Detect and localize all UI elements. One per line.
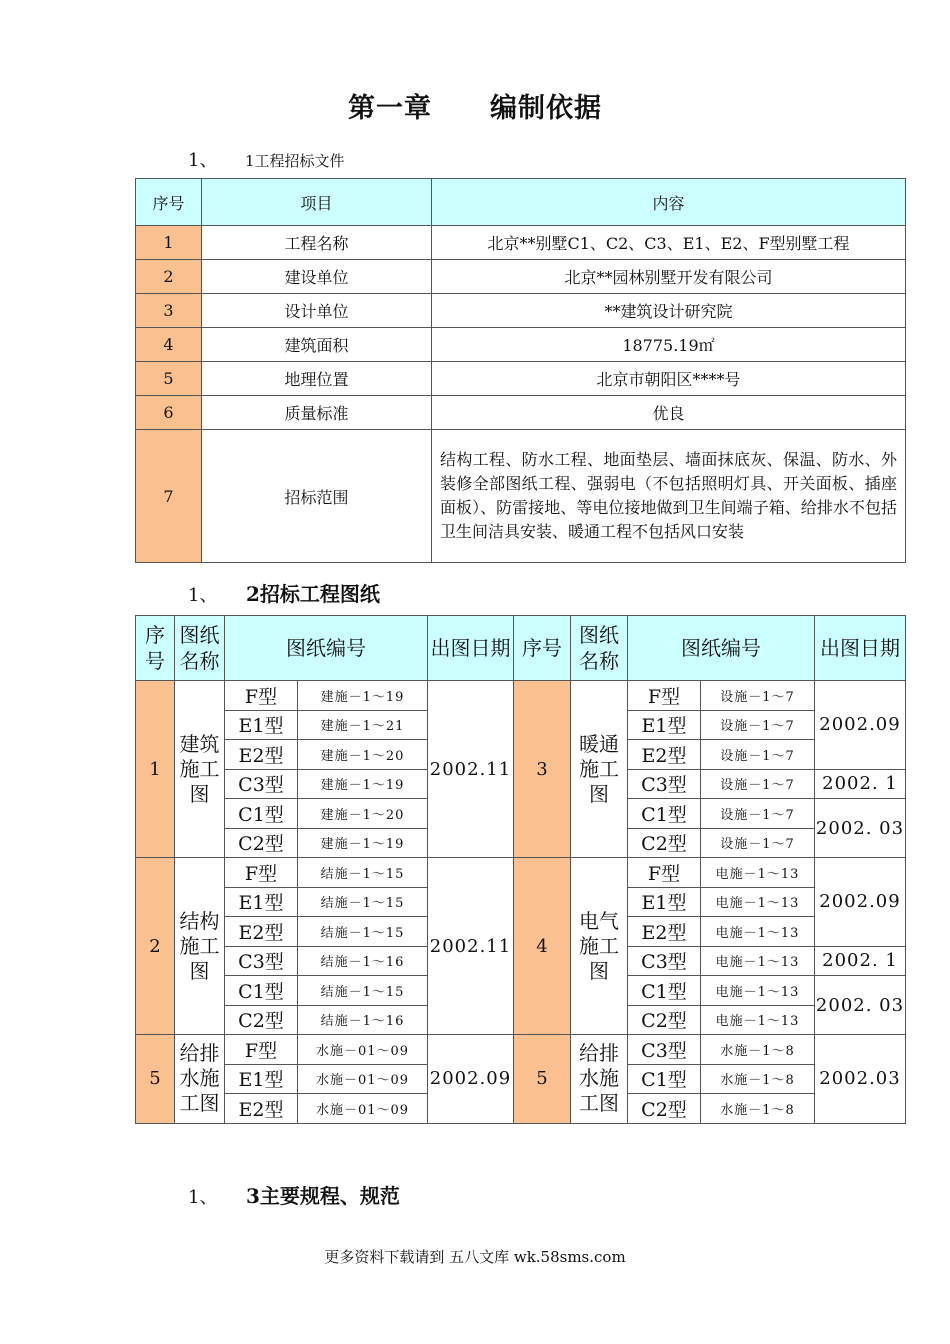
issue-date: 2002.09	[815, 858, 906, 947]
table-row	[136, 328, 906, 362]
section-heading-1	[188, 146, 345, 172]
drawing-type: E1型	[628, 887, 701, 917]
drawing-type: E2型	[628, 917, 701, 947]
drawing-type: C2型	[225, 1005, 298, 1035]
drawing-name: 暖通施工图	[571, 681, 628, 858]
row-content: **建筑设计研究院	[432, 294, 906, 328]
header-name: 图纸名称	[175, 616, 225, 681]
drawing-type: C2型	[628, 1094, 701, 1124]
header-content: 内容	[432, 179, 906, 226]
issue-date: 2002.03	[815, 1035, 906, 1124]
table-row	[136, 430, 906, 563]
group-index: 1	[136, 681, 175, 858]
table-row	[136, 260, 906, 294]
drawing-code: 水施－1～8	[701, 1035, 815, 1065]
drawing-type: C1型	[225, 799, 298, 829]
chapter-name: 编制依据	[490, 93, 602, 124]
drawing-name: 电气施工图	[571, 858, 628, 1035]
row-content: 优良	[432, 396, 906, 430]
issue-date: 2002. 1	[815, 946, 906, 976]
drawing-code: 建施－1～20	[298, 799, 428, 829]
header-code: 图纸编号	[225, 616, 428, 681]
drawing-name: 建筑施工图	[175, 681, 225, 858]
drawing-type: E2型	[628, 740, 701, 770]
section-number: 1、	[188, 150, 218, 171]
row-index: 7	[136, 430, 202, 563]
group-index: 5	[136, 1035, 175, 1124]
row-content: 18775.19㎡	[432, 328, 906, 362]
drawing-name: 给排水施工图	[571, 1035, 628, 1124]
drawing-code: 结施－1～16	[298, 1005, 428, 1035]
drawing-type: C2型	[628, 1005, 701, 1035]
drawing-code: 电施－1～13	[701, 946, 815, 976]
chapter-title	[0, 86, 950, 125]
header-name: 图纸名称	[571, 616, 628, 681]
table-row	[136, 681, 906, 711]
drawing-type: C3型	[628, 769, 701, 799]
drawing-type: E2型	[225, 917, 298, 947]
drawing-code: 建施－1～19	[298, 828, 428, 858]
drawing-code: 电施－1～13	[701, 976, 815, 1006]
section-heading-3	[188, 1180, 400, 1209]
drawing-name: 结构施工图	[175, 858, 225, 1035]
section-title: 3主要规程、规范	[246, 1184, 400, 1208]
footer-note: 更多资料下载请到 五八文库 wk.58sms.com	[324, 1248, 626, 1266]
drawing-code: 设施－1～7	[701, 681, 815, 711]
drawing-code: 水施－01～09	[298, 1094, 428, 1124]
drawing-type: F型	[628, 681, 701, 711]
row-item: 工程名称	[202, 226, 432, 260]
drawing-type: C1型	[628, 799, 701, 829]
drawing-code: 水施－1～8	[701, 1064, 815, 1094]
chapter-label: 第一章	[348, 93, 432, 124]
header-index: 序号	[136, 179, 202, 226]
drawing-type: E1型	[225, 1064, 298, 1094]
row-content: 结构工程、防水工程、地面垫层、墙面抹底灰、保温、防水、外装修全部图纸工程、强弱电（不包括照明灯具、开关面板、插座面板）、防雷接地、等电位接地做到卫生间端子箱、给排水不包括卫生间洁具安装、暖通工程不包括风口安装	[432, 430, 906, 563]
drawing-type: C1型	[225, 976, 298, 1006]
issue-date: 2002. 1	[815, 769, 906, 799]
drawing-type: C1型	[628, 1064, 701, 1094]
drawing-type: C2型	[628, 828, 701, 858]
drawing-code: 建施－1～20	[298, 740, 428, 770]
section-title: 2招标工程图纸	[246, 582, 380, 606]
drawing-code: 电施－1～13	[701, 917, 815, 947]
group-index: 5	[514, 1035, 571, 1124]
drawing-type: C3型	[628, 946, 701, 976]
drawing-type: E1型	[628, 710, 701, 740]
header-date: 出图日期	[428, 616, 514, 681]
drawing-code: 设施－1～7	[701, 799, 815, 829]
table-row	[136, 226, 906, 260]
table-row	[136, 1035, 906, 1065]
drawing-type: E1型	[225, 710, 298, 740]
drawing-type: E1型	[225, 887, 298, 917]
row-index: 3	[136, 294, 202, 328]
issue-date: 2002.09	[815, 681, 906, 770]
row-content: 北京**园林别墅开发有限公司	[432, 260, 906, 294]
drawing-code: 建施－1～19	[298, 769, 428, 799]
drawing-name: 给排水施工图	[175, 1035, 225, 1124]
table-row	[136, 858, 906, 888]
drawings-table	[135, 615, 906, 1124]
table-row	[136, 396, 906, 430]
drawing-type: C3型	[225, 769, 298, 799]
drawing-code: 建施－1～21	[298, 710, 428, 740]
drawing-type: C3型	[225, 946, 298, 976]
row-item: 地理位置	[202, 362, 432, 396]
drawing-code: 设施－1～7	[701, 828, 815, 858]
drawing-type: C2型	[225, 828, 298, 858]
drawing-type: F型	[225, 681, 298, 711]
drawing-code: 结施－1～15	[298, 976, 428, 1006]
drawing-code: 设施－1～7	[701, 769, 815, 799]
row-item: 设计单位	[202, 294, 432, 328]
row-item: 质量标准	[202, 396, 432, 430]
row-index: 6	[136, 396, 202, 430]
drawing-type: C3型	[628, 1035, 701, 1065]
group-index: 4	[514, 858, 571, 1035]
table-row	[136, 362, 906, 396]
drawing-type: F型	[628, 858, 701, 888]
header-item: 项目	[202, 179, 432, 226]
drawing-code: 水施－1～8	[701, 1094, 815, 1124]
row-index: 4	[136, 328, 202, 362]
drawing-code: 水施－01～09	[298, 1035, 428, 1065]
row-content: 北京市朝阳区****号	[432, 362, 906, 396]
drawing-type: E2型	[225, 740, 298, 770]
section-number: 1、	[188, 585, 218, 606]
drawing-code: 设施－1～7	[701, 740, 815, 770]
row-index: 2	[136, 260, 202, 294]
drawing-code: 电施－1～13	[701, 1005, 815, 1035]
drawing-type: F型	[225, 1035, 298, 1065]
row-item: 建筑面积	[202, 328, 432, 362]
drawing-code: 电施－1～13	[701, 887, 815, 917]
drawing-code: 结施－1～15	[298, 917, 428, 947]
drawing-code: 电施－1～13	[701, 858, 815, 888]
section-number: 1、	[188, 1187, 218, 1208]
header-code: 图纸编号	[628, 616, 815, 681]
header-date: 出图日期	[815, 616, 906, 681]
row-index: 5	[136, 362, 202, 396]
drawing-code: 设施－1～7	[701, 710, 815, 740]
row-item: 建设单位	[202, 260, 432, 294]
drawing-code: 结施－1～16	[298, 946, 428, 976]
drawing-code: 结施－1～15	[298, 858, 428, 888]
issue-date: 2002.11	[428, 681, 514, 858]
row-content: 北京**别墅C1、C2、C3、E1、E2、F型别墅工程	[432, 226, 906, 260]
group-index: 2	[136, 858, 175, 1035]
header-index: 序号	[136, 616, 175, 681]
bid-document-table	[135, 178, 906, 563]
issue-date: 2002.09	[428, 1035, 514, 1124]
issue-date: 2002. 03	[815, 799, 906, 858]
section-heading-2	[188, 578, 380, 607]
row-item: 招标范围	[202, 430, 432, 563]
drawing-code: 结施－1～15	[298, 887, 428, 917]
drawing-type: F型	[225, 858, 298, 888]
issue-date: 2002. 03	[815, 976, 906, 1035]
drawing-code: 水施－01～09	[298, 1064, 428, 1094]
drawing-code: 建施－1～19	[298, 681, 428, 711]
drawing-type: E2型	[225, 1094, 298, 1124]
header-index: 序号	[514, 616, 571, 681]
section-title: 1工程招标文件	[245, 152, 345, 170]
group-index: 3	[514, 681, 571, 858]
table-row	[136, 294, 906, 328]
issue-date: 2002.11	[428, 858, 514, 1035]
row-index: 1	[136, 226, 202, 260]
drawing-type: C1型	[628, 976, 701, 1006]
